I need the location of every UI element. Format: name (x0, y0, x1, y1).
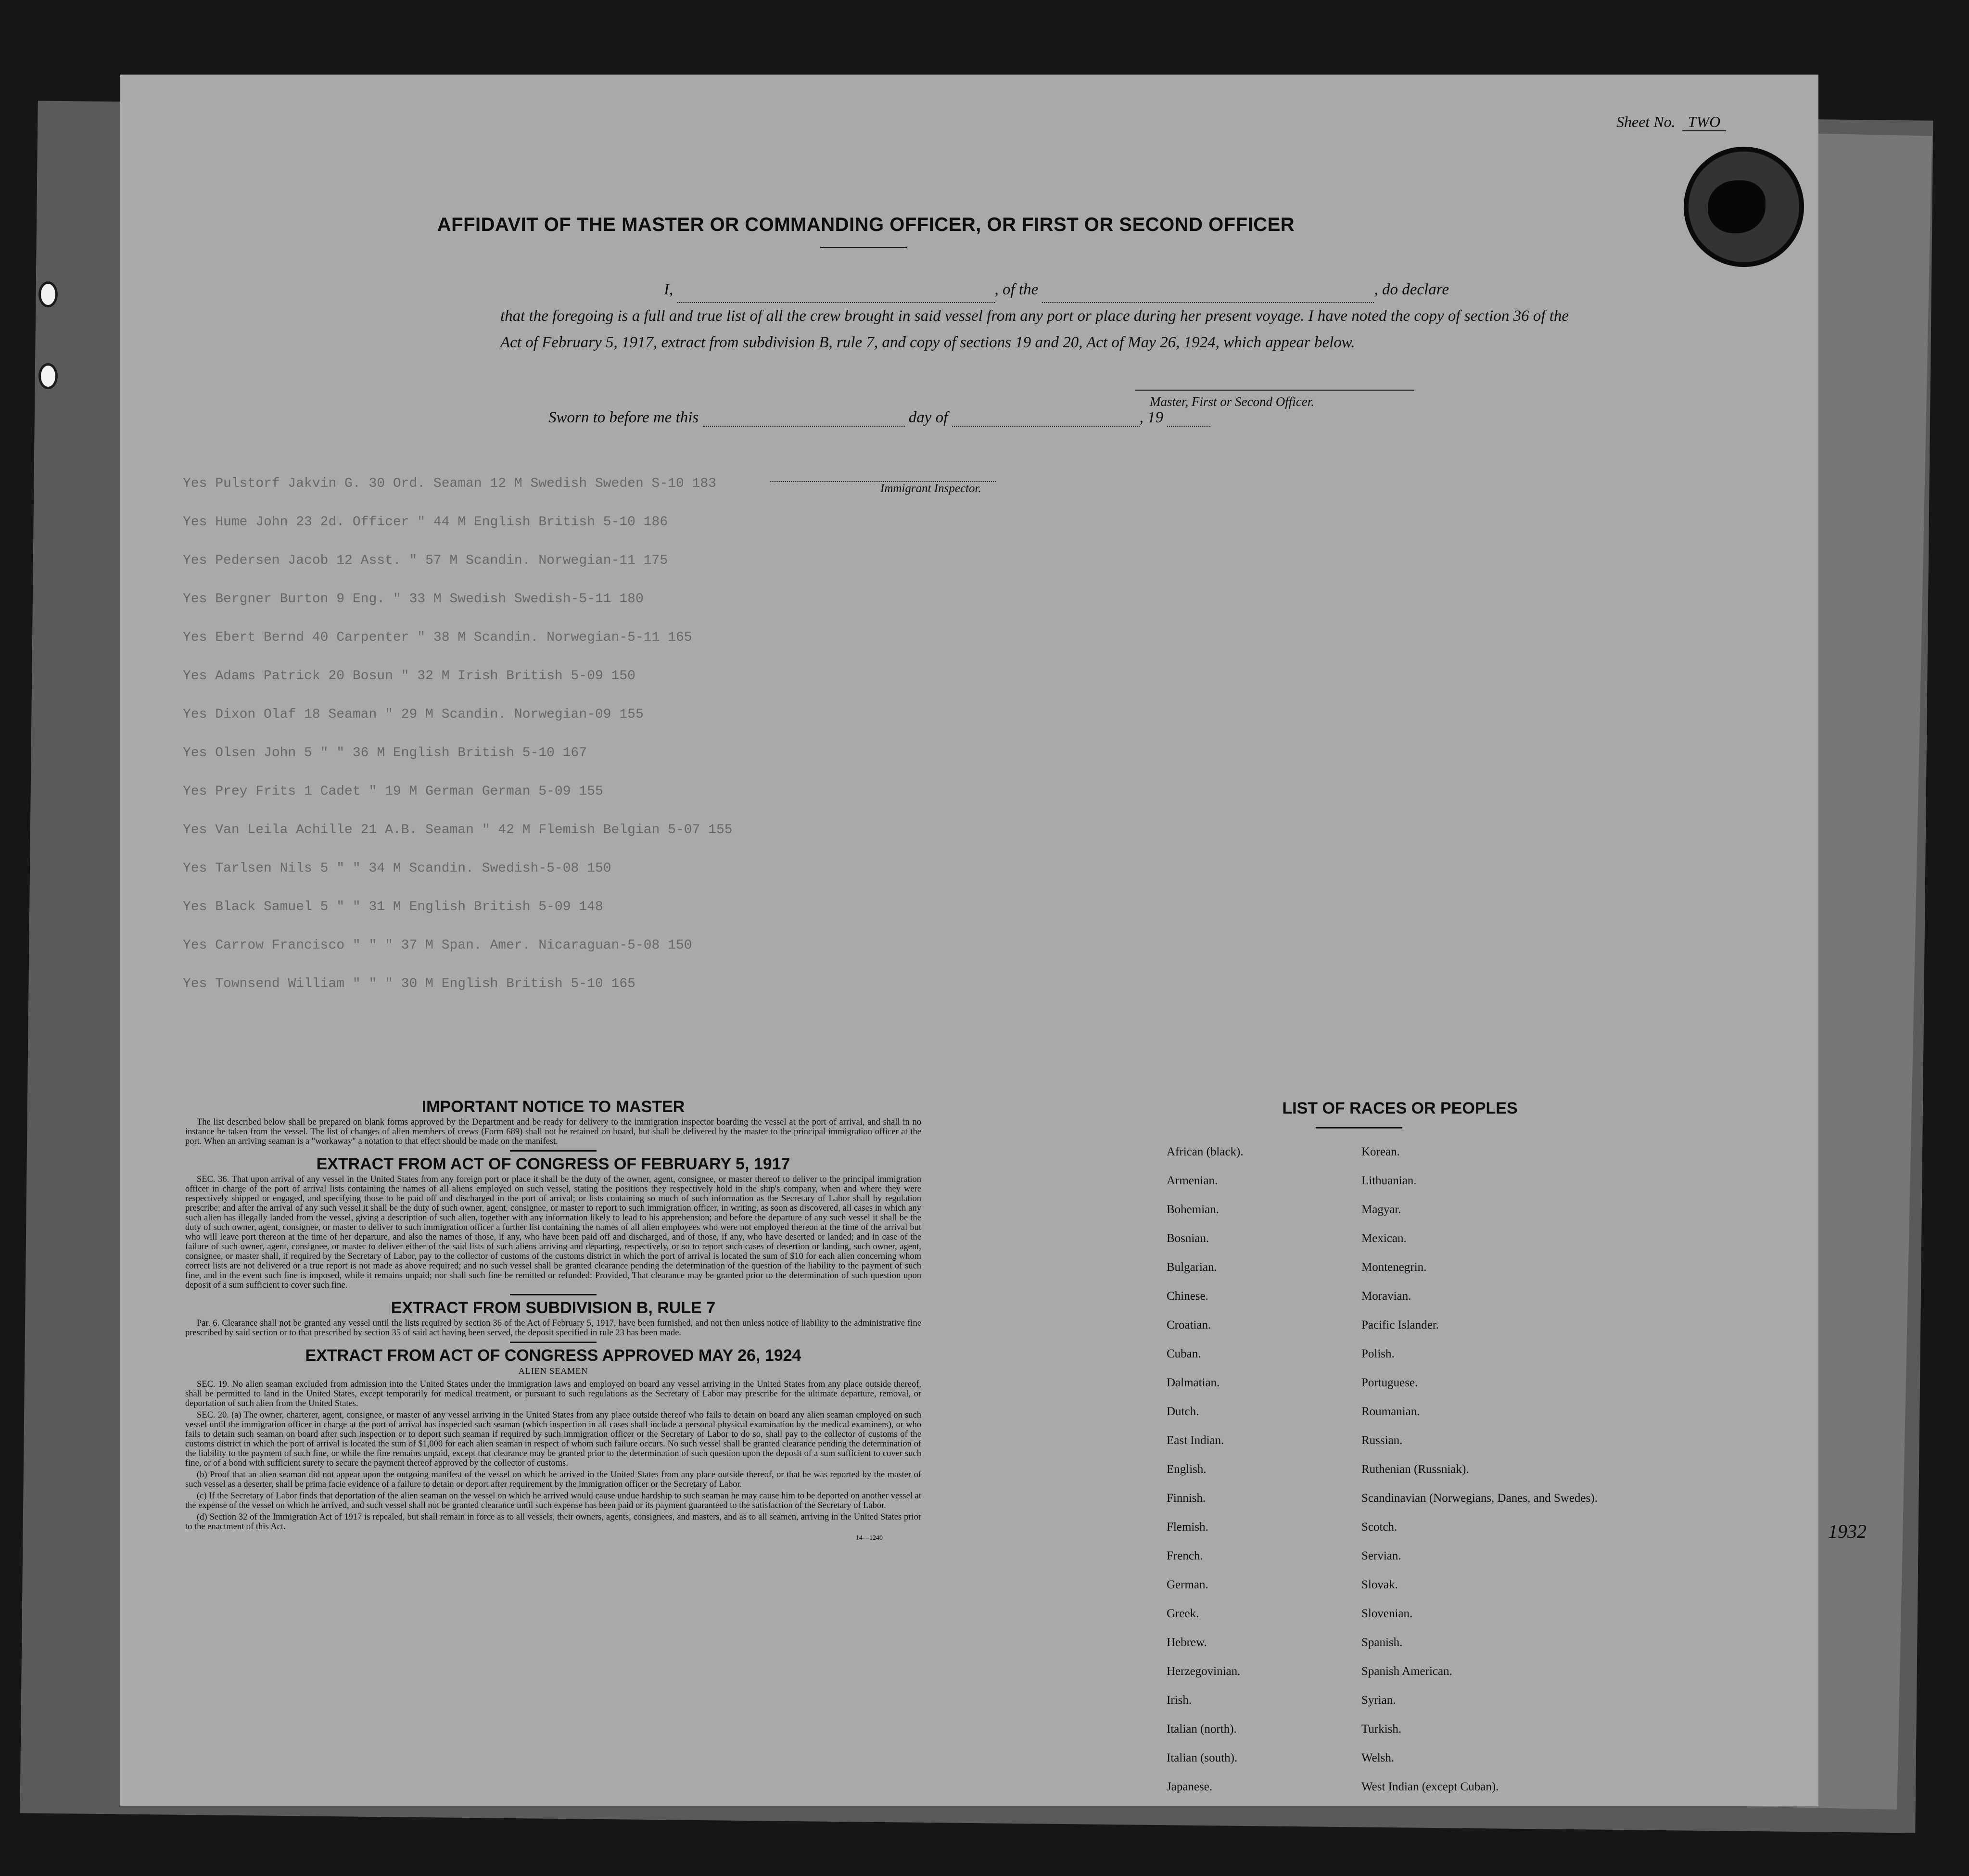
race-item: African (black). (1167, 1145, 1244, 1158)
affidavit-title: AFFIDAVIT OF THE MASTER OR COMMANDING OFFICER, OR FIRST OR SECOND OFFICER (437, 214, 1295, 235)
race-item: Slovenian. (1361, 1607, 1413, 1620)
bleed-through-row: Yes Adams Patrick 20 Bosun " 32 M Irish British 5-09 150 (183, 669, 635, 684)
race-item: Irish. (1167, 1694, 1192, 1707)
race-item: Dalmatian. (1167, 1376, 1220, 1389)
bleed-through-row: Yes Bergner Burton 9 Eng. " 33 M Swedish Swedish-5-11 180 (183, 592, 644, 607)
races-title: LIST OF RACES OR PEOPLES (1282, 1099, 1518, 1117)
inspector-label: Immigrant Inspector. (880, 482, 981, 495)
race-item: Lithuanian. (1361, 1174, 1417, 1187)
race-item: Roumanian. (1361, 1405, 1420, 1418)
sworn-day-field[interactable] (703, 411, 905, 427)
race-item: Bulgarian. (1167, 1261, 1217, 1274)
bleed-through-row: Yes Tarlsen Nils 5 " " 34 M Scandin. Swedish-5-08 150 (183, 861, 611, 876)
section-19-text: SEC. 19. No alien seaman excluded from admission into the United States under the immigration laws and employed on board any vessel arriving in the United States from any place outside thereof, shall be permitted to land in the United States, except temporarily for medical treatment, or pursuant to such regulations as the Secretary of Labor may prescribe for the ultimate departure, removal, or deportation of such alien from the United States. (185, 1380, 921, 1408)
race-item: Italian (south). (1167, 1751, 1238, 1764)
race-item: German. (1167, 1578, 1208, 1591)
race-item: Scotch. (1361, 1521, 1397, 1534)
races-right-column (1361, 1145, 1612, 1806)
race-item: Pacific Islander. (1361, 1318, 1439, 1331)
race-item: Japanese. (1167, 1780, 1213, 1793)
affidavit-page (120, 75, 1818, 1806)
master-name-field[interactable] (677, 288, 995, 303)
race-item: English. (1167, 1463, 1207, 1476)
extract-1917-title: EXTRACT FROM ACT OF CONGRESS OF FEBRUARY 5, 1917 (316, 1155, 790, 1173)
extract-rule7-title: EXTRACT FROM SUBDIVISION B, RULE 7 (391, 1299, 716, 1317)
sheet-number (1616, 113, 1726, 131)
vessel-name-field[interactable] (1042, 288, 1374, 303)
race-item: French. (1167, 1549, 1203, 1562)
section-20c-text: (c) If the Secretary of Labor finds that deportation of the alien seaman on the vessel on which he arrived would cause undue hardship to such seaman he may cause him to be deported on another vessel at the expense of the vessel on which he arrived, and such vessel shall not be granted clearance until such expense has been paid or its payment guaranteed to the satisfaction of the Secretary of Labor. (185, 1491, 921, 1510)
alien-seamen-heading: ALIEN SEAMEN (518, 1366, 588, 1376)
sworn-year-field[interactable] (1167, 411, 1210, 427)
sheet-number-value: TWO (1682, 113, 1727, 131)
bleed-through-row: Yes Olsen John 5 " " 36 M English British 5-10 167 (183, 746, 587, 761)
race-item: Magyar. (1361, 1203, 1401, 1216)
race-item: Scandinavian (Norwegians, Danes, and Swedes). (1361, 1492, 1598, 1505)
bleed-through-row: Yes Carrow Francisco " " " 37 M Span. Amer. Nicaraguan-5-08 150 (183, 938, 692, 953)
race-item: Servian. (1361, 1549, 1401, 1562)
bleed-through-row: Yes Pedersen Jacob 12 Asst. " 57 M Scandin. Norwegian-11 175 (183, 553, 668, 568)
race-item: Montenegrin. (1361, 1261, 1427, 1274)
race-item: Dutch. (1167, 1405, 1199, 1418)
signature-field[interactable] (1135, 390, 1414, 391)
races-rule (1316, 1127, 1402, 1128)
section-rule (510, 1294, 597, 1295)
bleed-through-row: Yes Dixon Olaf 18 Seaman " 29 M Scandin. Norwegian-09 155 (183, 707, 644, 722)
race-item: Chinese. (1167, 1290, 1208, 1303)
margin-year-note: 1932 (1828, 1521, 1867, 1542)
stamp-emblem (1708, 180, 1766, 233)
race-item: Slovak. (1361, 1578, 1398, 1591)
race-item: Turkish. (1361, 1723, 1402, 1736)
race-item: Finnish. (1167, 1492, 1206, 1505)
sworn-day-of: day of (908, 409, 948, 426)
race-item: Spanish American. (1361, 1665, 1452, 1678)
section-rule (510, 1342, 597, 1343)
signature-label: Master, First or Second Officer. (1150, 394, 1314, 409)
bleed-through-row: Yes Prey Frits 1 Cadet " 19 M German German 5-09 155 (183, 784, 603, 799)
agency-stamp (1684, 147, 1804, 267)
affidavit-statement: that the foregoing is a full and true list of all the crew brought in said vessel from any port or place during her present voyage. I have noted the copy of section 36 of the Act of February 5, 1917, extract from subdivision B, rule 7, and copy of sections 19 and 20, Act of May 26, 1924, which appear below. (500, 307, 1569, 351)
race-item: Mexican. (1361, 1232, 1407, 1245)
race-item: Korean. (1361, 1145, 1400, 1158)
race-item: Syrian. (1361, 1694, 1396, 1707)
section-rule (510, 1150, 597, 1152)
section-20a-text: SEC. 20. (a) The owner, charterer, agent, consignee, or master of any vessel arriving in the United States from any place outside thereof who fails to detain on board any alien seaman employed on such vessel until the immigration officer in charge at the port of arrival has inspected such seaman (which inspection in all cases shall include a personal physical examination by the medical examiners), or who fails to detain such seaman on board after such inspection or to deport such seaman if required by such immigration officer or the Secretary of Labor to do so, shall pay to the collector of customs of the customs district in which the port of arrival is located the sum of $1,000 for each alien seaman in respect of whom such failure occurs. No such vessel shall be granted clearance pending the determination of the liability to the payment of such fine, or while the fine remains unpaid, except that clearance may be granted prior to the determination of such question upon the deposit of a sum sufficient to cover such fine, or of a bond with sufficient surety to secure the payment thereof approved by the collector of customs. (185, 1410, 921, 1468)
sworn-year-prefix: , 19 (1139, 409, 1164, 426)
races-left-column (1167, 1145, 1359, 1806)
section-36-text: SEC. 36. That upon arrival of any vessel in the United States from any foreign port or place it shall be the duty of the owner, agent, consignee, or master thereof to deliver to the principal immigration officer in charge of the port of arrival lists containing the names of all aliens employed on such vessel, stating the positions they respectively hold in the ship's company, when and where they were respectively shipped or engaged, and specifying those to be paid off and discharged in the port of arrival; or lists containing so much of such information as the Secretary of Labor shall by regulation prescribe; and after the arrival of any such vessel it shall be the duty of such owner, agent, consignee, or master to report to such immigration officer, in writing, as soon as discovered, all cases in which any such alien has illegally landed from the vessel, giving a description of such alien, together with any information likely to lead to his apprehension; and before the departure of any such vessel it shall be the duty of such owner, agent, consignee, or master to deliver to such immigration officer a further list containing the names of all alien employees who were not employed thereon at the time of the arrival but who will leave port thereon at the time of her departure, and also the names of those, if any, who have been paid off and discharged, and of those, if any, who have deserted or landed; and in case of the failure of such owner, agent, consignee, or master to deliver either of the said lists of such aliens arriving and departing, respectively, or so to report such cases of desertion or landing, such owner, agent, consignee, or master shall, if required by the Secretary of Labor, pay to the collector of customs of the customs district in which the port of arrival is located the sum of $10 for each alien concerning whom correct lists are not delivered or a true report is not made as above required; and no such vessel shall be granted clearance pending the determination of the question of the liability to the payment of such fine, and in the event such fine is imposed, while it remains unpaid; nor shall such fine be remitted or refunded: Provided, That clearance may be granted prior to the determination of such question upon deposit of a sum sufficient to cover such fine. (185, 1175, 921, 1290)
race-item: Bohemian. (1167, 1203, 1220, 1216)
bleed-through-row: Yes Townsend William " " " 30 M English British 5-10 165 (183, 976, 635, 991)
notice-title: IMPORTANT NOTICE TO MASTER (421, 1098, 685, 1116)
race-item: East Indian. (1167, 1434, 1224, 1447)
bleed-through-row: Yes Ebert Bernd 40 Carpenter " 38 M Scandin. Norwegian-5-11 165 (183, 630, 692, 645)
race-item: Italian (north). (1167, 1723, 1237, 1736)
race-item: West Indian (except Cuban). (1361, 1780, 1499, 1793)
title-rule (820, 247, 907, 248)
race-item: Hebrew. (1167, 1636, 1207, 1649)
race-item: Croatian. (1167, 1318, 1211, 1331)
extract-1924-title: EXTRACT FROM ACT OF CONGRESS APPROVED MAY 26, 1924 (305, 1346, 801, 1365)
race-item: Cuban. (1167, 1347, 1201, 1360)
sworn-prefix: Sworn to before me this (548, 409, 699, 426)
sheet-number-label: Sheet No. (1616, 113, 1676, 130)
race-item: Russian. (1361, 1434, 1403, 1447)
form-number: 14—1240 (856, 1534, 883, 1542)
affidavit-i-label: I, (664, 281, 673, 298)
bleed-through-row: Yes Hume John 23 2d. Officer " 44 M English British 5-10 186 (183, 515, 668, 530)
sworn-month-field[interactable] (952, 411, 1140, 427)
punch-hole (38, 281, 58, 307)
race-item: Moravian. (1361, 1290, 1411, 1303)
notice-to-master (185, 1094, 921, 1543)
race-item: Bosnian. (1167, 1232, 1209, 1245)
race-item: Greek. (1167, 1607, 1199, 1620)
bleed-through-row: Yes Van Leila Achille 21 A.B. Seaman " 42 M Flemish Belgian 5-07 155 (183, 823, 733, 837)
affidavit-first-line (664, 277, 1578, 303)
sworn-line (548, 409, 1210, 427)
affidavit-body (500, 277, 1578, 356)
race-item: Welsh. (1361, 1751, 1395, 1764)
section-20d-text: (d) Section 32 of the Immigration Act of 1917 is repealed, but shall remain in force as to all vessels, their owners, agents, consignees, and masters, and as to all seamen, arriving in the United States prior to the enactment of this Act. (185, 1512, 921, 1532)
race-item: Ruthenian (Russniak). (1361, 1463, 1469, 1476)
punch-hole (38, 363, 58, 389)
affidavit-do-declare: , do declare (1374, 281, 1449, 298)
bleed-through-row: Yes Pulstorf Jakvin G. 30 Ord. Seaman 12 M Swedish Sweden S-10 183 (183, 476, 716, 491)
race-item: Spanish. (1361, 1636, 1403, 1649)
race-item: Polish. (1361, 1347, 1395, 1360)
section-20b-text: (b) Proof that an alien seaman did not appear upon the outgoing manifest of the vessel on which he arrived in the United States from any place outside thereof, or that he was reported by the master of such vessel as a deserter, shall be prima facie evidence of a failure to detain or deport after requirement by the immigration officer or the Secretary of Labor. (185, 1470, 921, 1489)
bleed-through-row: Yes Black Samuel 5 " " 31 M English British 5-09 148 (183, 900, 603, 914)
notice-text: The list described below shall be prepared on blank forms approved by the Department and be ready for delivery to the immigration inspector boarding the vessel at the port of arrival, and shall in no instance be taken from the vessel. The list of changes of alien members of crews (Form 689) shall not be retained on board, but shall be delivered by the master to the principal immigration officer at the port. When an arriving seaman is a "workaway" a notation to that effect should be made on the manifest. (185, 1117, 921, 1146)
race-item: Herzegovinian. (1167, 1665, 1241, 1678)
affidavit-of-the: , of the (994, 281, 1039, 298)
paragraph-6-text: Par. 6. Clearance shall not be granted any vessel until the lists required by section 36 of the Act of February 5, 1917, have been furnished, and not then unless notice of liability to the administrative fine prescribed by said section or to that prescribed by section 35 of said act having been served, the deposit specified in rule 23 has been made. (185, 1318, 921, 1338)
race-item: Armenian. (1167, 1174, 1218, 1187)
race-item: Flemish. (1167, 1521, 1208, 1534)
race-item: Portuguese. (1361, 1376, 1418, 1389)
